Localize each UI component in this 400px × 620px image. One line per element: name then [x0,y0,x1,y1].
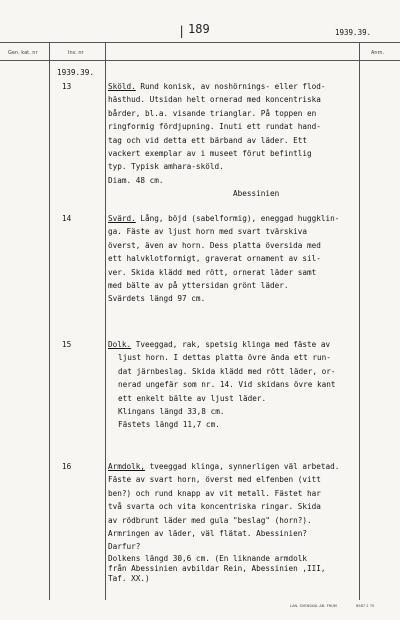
entry-line: ga. Fäste av ljust horn med svart tvärskiva [108,227,308,237]
col-gen-kat-header: Gen. kat. nr [8,50,38,56]
entry-inv-number: 16 [62,462,72,471]
entry-line: typ. Typisk amhara-sköld. [108,162,224,172]
entry-line: tag och vid detta ett bärband av läder. Ett [108,135,308,145]
entry-line: Fäste av svart horn, överst med elfenben (vitt [108,475,321,485]
entry-description [108,338,360,432]
ledger-year: 1939.39. [57,68,95,77]
page-number-mark: | [178,24,186,38]
entry-description [108,80,360,201]
entry-line: med bälte av på yttersidan grönt läder. [108,281,289,291]
entry-line: ett halvklotformigt, graverat ornament av sil- [108,254,321,264]
form-number: 8987 2 70 [356,604,375,608]
entry-line: Lång, böjd (sabelformig), eneggad huggklin- [135,214,340,223]
entry-origin: Abessinien [108,189,280,199]
col-anm-header: Anm. [371,50,385,56]
col-rule-2 [105,42,106,600]
col-inv-header: Inv. nr [68,50,84,56]
entry-line: ver. Skida klädd med rött, ornerat läder samt [108,267,317,277]
entry-line: Svärdets längd 97 cm. [108,294,206,304]
entry-inv-number: 15 [62,340,72,349]
entry-line: dat järnbeslag. Skida klädd med rött läder, or- [118,366,336,376]
entry-line: Tveeggad, rak, spetsig klinga med fäste av [131,340,331,349]
entry-description [108,212,360,306]
entry-line: från Abessinien avbildar Rein, Abessinien ,III, [108,563,326,573]
entry-line: bårder, bl.a. visande trianglar. På toppen en [108,108,317,118]
header-year: 1939.39. [335,28,372,37]
entry-description [108,460,360,584]
entry-line: Klingans längd 33,8 cm. [118,407,225,417]
entry-line: tveeggad klinga, synnerligen väl arbetad. [145,462,340,471]
entry-title: Dolk. [108,340,132,349]
entry-line: ljust horn. I dettas platta övre ända ett run- [118,353,331,363]
entry-line: Fästets längd 11,7 cm. [118,420,220,430]
entry-line: Diam. 48 cm. [108,175,164,185]
entry-line: Darfur? [108,542,141,552]
entry-title: Sköld. [108,82,136,91]
entry-line: nerad ungefär som nr. 14. Vid skidans övre kant [118,380,336,390]
entry-line: ett enkelt bälte av ljust läder. [118,393,267,403]
entry-line: Rund konisk, av noshörnings- eller flod- [135,82,326,91]
entry-line: hästhud. Utsidan helt ornerad med koncentriska [108,95,321,105]
header-bottom-rule [0,60,400,61]
col-rule-1 [49,42,50,600]
header-top-rule [0,42,400,43]
entry-inv-number: 13 [62,82,72,91]
entry-inv-number: 14 [62,214,72,223]
entry-title: Armdolk, [108,462,146,471]
entry-line: överst, även av horn. Dess platta översida med [108,240,321,250]
printer-mark: LAN. SVENSKAL AB. FRUM [290,604,337,608]
entry-title: Svärd. [108,214,136,223]
entry-line: Taf. XX.) [108,573,150,583]
entry-line: ben?) och rund knapp av vit metall. Fästet har [108,488,321,498]
entry-line: ringformig fördjupning. Inuti ett rundat hand- [108,122,321,132]
entry-line: Armringen av läder, väl flätat. Abessinien? [108,529,308,539]
entry-line: av rödbrunt läder med gula "beslag" (horn?). [108,515,312,525]
entry-line: Dolkens längd 30,6 cm. (En liknande armdolk [108,553,308,563]
entry-line: vackert exemplar av i museet förut befintlig [108,149,312,159]
page-number: 189 [188,22,210,36]
entry-line: två svarta och vita koncentriska ringar. Skida [108,502,321,512]
